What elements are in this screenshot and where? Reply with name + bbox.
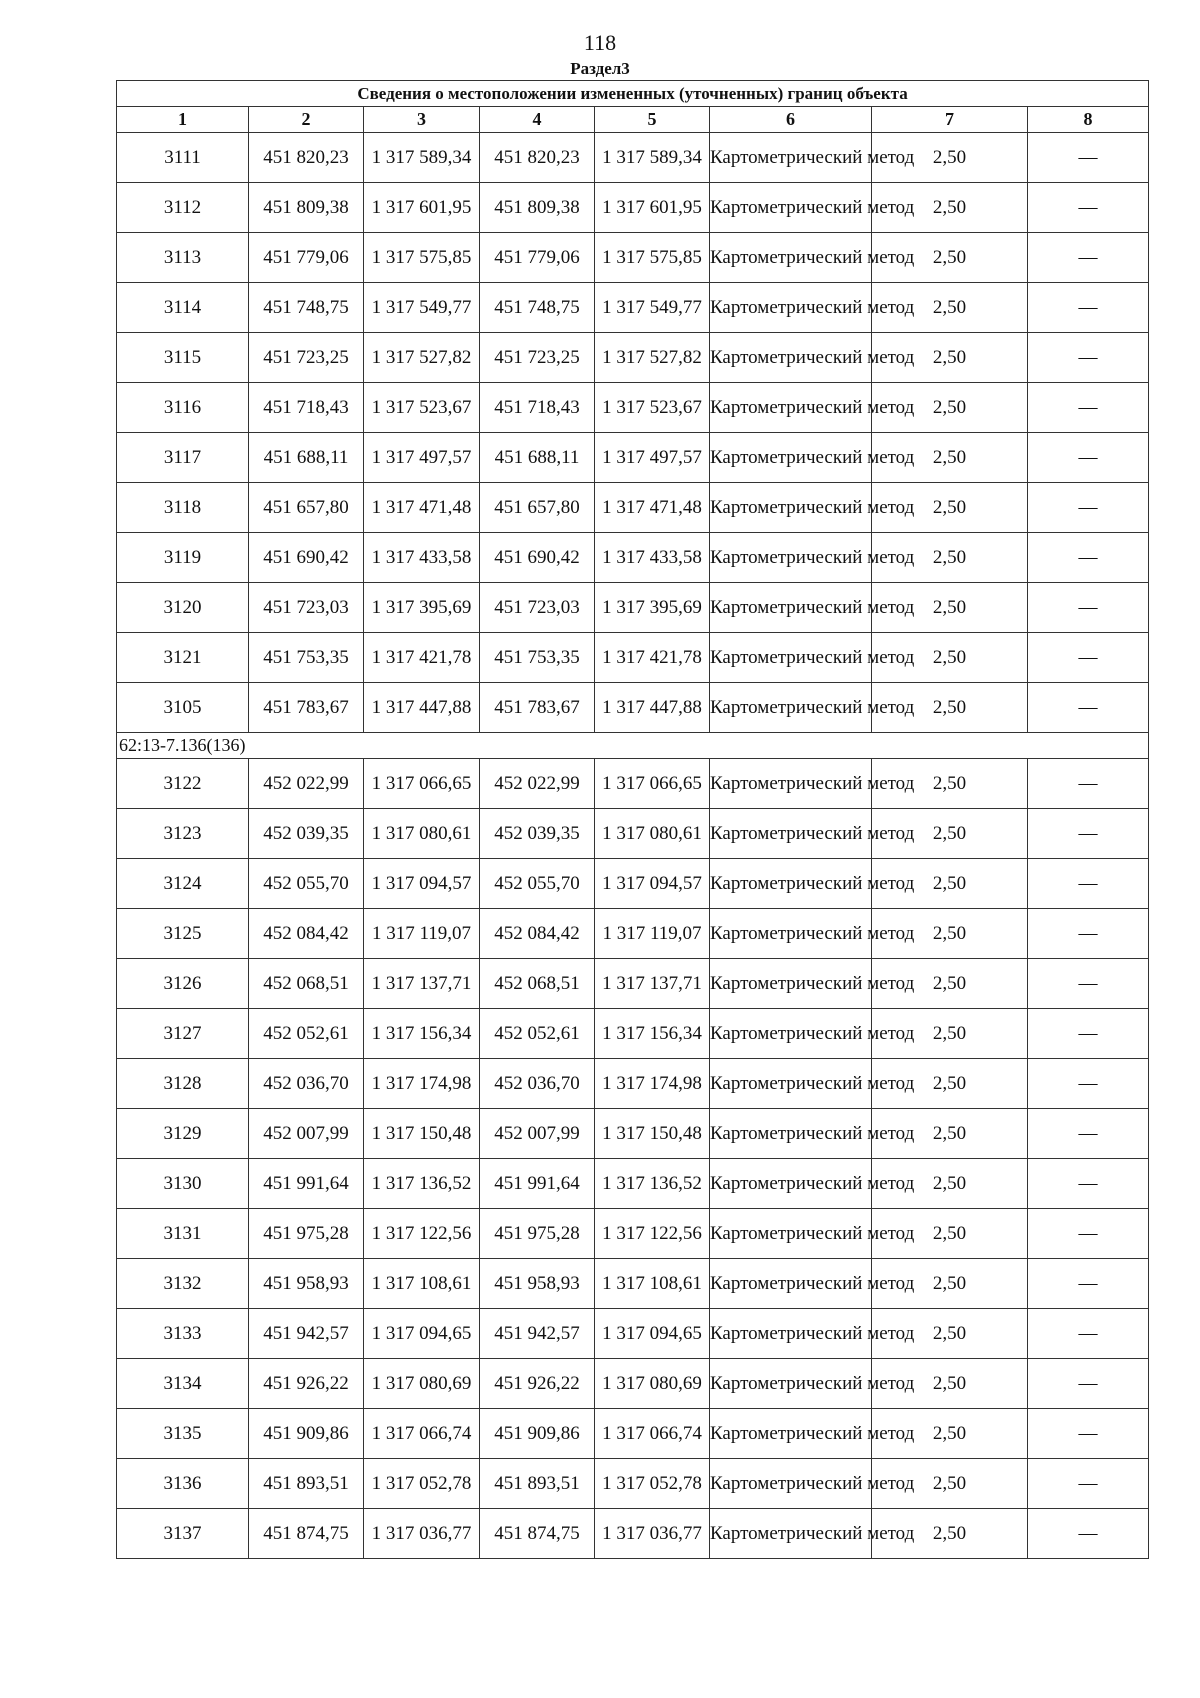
description-cell: —	[1028, 633, 1149, 683]
new-y-cell: 1 317 421,78	[595, 633, 710, 683]
method-cell: Картометрический метод	[710, 483, 872, 533]
existing-y-cell: 1 317 080,61	[364, 809, 480, 859]
existing-y-cell: 1 317 066,65	[364, 759, 480, 809]
new-x-cell: 452 068,51	[480, 959, 595, 1009]
description-cell: —	[1028, 1509, 1149, 1559]
new-y-cell: 1 317 052,78	[595, 1459, 710, 1509]
table-row	[117, 633, 1149, 683]
existing-y-cell: 1 317 066,74	[364, 1409, 480, 1459]
description-cell: —	[1028, 1209, 1149, 1259]
table-row	[117, 583, 1149, 633]
existing-y-cell: 1 317 421,78	[364, 633, 480, 683]
precision-cell: 2,50	[872, 759, 1028, 809]
new-y-cell: 1 317 119,07	[595, 909, 710, 959]
column-number-cell: 2	[249, 107, 364, 133]
precision-cell: 2,50	[872, 909, 1028, 959]
point-number-cell: 3127	[117, 1009, 249, 1059]
method-cell: Картометрический метод	[710, 1309, 872, 1359]
point-number-cell: 3118	[117, 483, 249, 533]
method-cell: Картометрический метод	[710, 133, 872, 183]
existing-x-cell: 452 022,99	[249, 759, 364, 809]
table-row	[117, 1259, 1149, 1309]
description-cell: —	[1028, 683, 1149, 733]
description-cell: —	[1028, 1159, 1149, 1209]
table-row	[117, 1459, 1149, 1509]
point-number-cell: 3134	[117, 1359, 249, 1409]
precision-cell: 2,50	[872, 1159, 1028, 1209]
new-y-cell: 1 317 174,98	[595, 1059, 710, 1109]
new-x-cell: 452 039,35	[480, 809, 595, 859]
point-number-cell: 3137	[117, 1509, 249, 1559]
description-cell: —	[1028, 909, 1149, 959]
table-row	[117, 683, 1149, 733]
new-x-cell: 451 748,75	[480, 283, 595, 333]
new-x-cell: 451 942,57	[480, 1309, 595, 1359]
existing-y-cell: 1 317 108,61	[364, 1259, 480, 1309]
method-cell: Картометрический метод	[710, 1159, 872, 1209]
point-number-cell: 3131	[117, 1209, 249, 1259]
existing-x-cell: 451 909,86	[249, 1409, 364, 1459]
point-number-cell: 3121	[117, 633, 249, 683]
point-number-cell: 3130	[117, 1159, 249, 1209]
table-row	[117, 533, 1149, 583]
precision-cell: 2,50	[872, 233, 1028, 283]
column-number-cell: 8	[1028, 107, 1149, 133]
point-number-cell: 3136	[117, 1459, 249, 1509]
table-row	[117, 333, 1149, 383]
precision-cell: 2,50	[872, 1109, 1028, 1159]
table-row	[117, 1159, 1149, 1209]
new-y-cell: 1 317 150,48	[595, 1109, 710, 1159]
point-number-cell: 3126	[117, 959, 249, 1009]
table-row	[117, 433, 1149, 483]
method-cell: Картометрический метод	[710, 433, 872, 483]
point-number-cell: 3129	[117, 1109, 249, 1159]
table-row	[117, 1209, 1149, 1259]
precision-cell: 2,50	[872, 1309, 1028, 1359]
point-number-cell: 3117	[117, 433, 249, 483]
point-number-cell: 3105	[117, 683, 249, 733]
existing-x-cell: 451 975,28	[249, 1209, 364, 1259]
point-number-cell: 3120	[117, 583, 249, 633]
precision-cell: 2,50	[872, 483, 1028, 533]
description-cell: —	[1028, 1309, 1149, 1359]
description-cell: —	[1028, 433, 1149, 483]
description-cell: —	[1028, 483, 1149, 533]
method-cell: Картометрический метод	[710, 183, 872, 233]
existing-y-cell: 1 317 150,48	[364, 1109, 480, 1159]
method-cell: Картометрический метод	[710, 1359, 872, 1409]
point-number-cell: 3128	[117, 1059, 249, 1109]
table-row	[117, 859, 1149, 909]
new-x-cell: 451 690,42	[480, 533, 595, 583]
new-x-cell: 452 036,70	[480, 1059, 595, 1109]
table-row	[117, 133, 1149, 183]
description-cell: —	[1028, 1259, 1149, 1309]
description-cell: —	[1028, 583, 1149, 633]
existing-y-cell: 1 317 094,65	[364, 1309, 480, 1359]
description-cell: —	[1028, 959, 1149, 1009]
existing-y-cell: 1 317 527,82	[364, 333, 480, 383]
point-number-cell: 3112	[117, 183, 249, 233]
new-y-cell: 1 317 094,65	[595, 1309, 710, 1359]
new-y-cell: 1 317 527,82	[595, 333, 710, 383]
new-y-cell: 1 317 066,65	[595, 759, 710, 809]
new-x-cell: 451 809,38	[480, 183, 595, 233]
new-x-cell: 452 055,70	[480, 859, 595, 909]
existing-y-cell: 1 317 575,85	[364, 233, 480, 283]
column-number-cell: 3	[364, 107, 480, 133]
precision-cell: 2,50	[872, 1409, 1028, 1459]
point-number-cell: 3116	[117, 383, 249, 433]
existing-y-cell: 1 317 174,98	[364, 1059, 480, 1109]
precision-cell: 2,50	[872, 1209, 1028, 1259]
table-row	[117, 1409, 1149, 1459]
new-x-cell: 451 893,51	[480, 1459, 595, 1509]
description-cell: —	[1028, 809, 1149, 859]
section-title: Раздел3	[570, 59, 630, 78]
point-number-cell: 3132	[117, 1259, 249, 1309]
precision-cell: 2,50	[872, 1359, 1028, 1409]
description-cell: —	[1028, 333, 1149, 383]
new-x-cell: 451 688,11	[480, 433, 595, 483]
new-y-cell: 1 317 523,67	[595, 383, 710, 433]
column-number-cell: 7	[872, 107, 1028, 133]
point-number-cell: 3133	[117, 1309, 249, 1359]
table-row	[117, 233, 1149, 283]
existing-y-cell: 1 317 589,34	[364, 133, 480, 183]
new-y-cell: 1 317 447,88	[595, 683, 710, 733]
table-row	[117, 183, 1149, 233]
new-y-cell: 1 317 575,85	[595, 233, 710, 283]
existing-x-cell: 451 718,43	[249, 383, 364, 433]
existing-x-cell: 451 874,75	[249, 1509, 364, 1559]
existing-x-cell: 451 779,06	[249, 233, 364, 283]
existing-x-cell: 451 748,75	[249, 283, 364, 333]
method-cell: Картометрический метод	[710, 1459, 872, 1509]
new-x-cell: 451 779,06	[480, 233, 595, 283]
new-y-cell: 1 317 080,61	[595, 809, 710, 859]
existing-x-cell: 452 052,61	[249, 1009, 364, 1059]
new-x-cell: 451 657,80	[480, 483, 595, 533]
table-row	[117, 909, 1149, 959]
new-y-cell: 1 317 589,34	[595, 133, 710, 183]
new-x-cell: 451 723,03	[480, 583, 595, 633]
description-cell: —	[1028, 1009, 1149, 1059]
existing-y-cell: 1 317 549,77	[364, 283, 480, 333]
description-cell: —	[1028, 1059, 1149, 1109]
precision-cell: 2,50	[872, 333, 1028, 383]
table-row	[117, 1509, 1149, 1559]
existing-x-cell: 451 820,23	[249, 133, 364, 183]
existing-y-cell: 1 317 497,57	[364, 433, 480, 483]
new-x-cell: 452 022,99	[480, 759, 595, 809]
new-y-cell: 1 317 549,77	[595, 283, 710, 333]
new-y-cell: 1 317 433,58	[595, 533, 710, 583]
point-number-cell: 3124	[117, 859, 249, 909]
method-cell: Картометрический метод	[710, 1209, 872, 1259]
existing-x-cell: 451 991,64	[249, 1159, 364, 1209]
new-x-cell: 451 926,22	[480, 1359, 595, 1409]
new-y-cell: 1 317 137,71	[595, 959, 710, 1009]
existing-x-cell: 452 007,99	[249, 1109, 364, 1159]
table-row	[117, 1359, 1149, 1409]
precision-cell: 2,50	[872, 1459, 1028, 1509]
existing-y-cell: 1 317 137,71	[364, 959, 480, 1009]
new-y-cell: 1 317 497,57	[595, 433, 710, 483]
description-cell: —	[1028, 1459, 1149, 1509]
table-row	[117, 1109, 1149, 1159]
existing-y-cell: 1 317 395,69	[364, 583, 480, 633]
precision-cell: 2,50	[872, 859, 1028, 909]
existing-x-cell: 451 688,11	[249, 433, 364, 483]
table-caption-row	[117, 81, 1149, 107]
method-cell: Картометрический метод	[710, 809, 872, 859]
method-cell: Картометрический метод	[710, 859, 872, 909]
description-cell: —	[1028, 233, 1149, 283]
existing-x-cell: 452 039,35	[249, 809, 364, 859]
method-cell: Картометрический метод	[710, 533, 872, 583]
existing-x-cell: 451 926,22	[249, 1359, 364, 1409]
existing-x-cell: 451 723,03	[249, 583, 364, 633]
method-cell: Картометрический метод	[710, 1509, 872, 1559]
description-cell: —	[1028, 1409, 1149, 1459]
new-y-cell: 1 317 136,52	[595, 1159, 710, 1209]
new-x-cell: 452 007,99	[480, 1109, 595, 1159]
new-x-cell: 452 084,42	[480, 909, 595, 959]
new-y-cell: 1 317 122,56	[595, 1209, 710, 1259]
method-cell: Картометрический метод	[710, 1409, 872, 1459]
existing-y-cell: 1 317 447,88	[364, 683, 480, 733]
table-row	[117, 1309, 1149, 1359]
method-cell: Картометрический метод	[710, 633, 872, 683]
precision-cell: 2,50	[872, 1059, 1028, 1109]
new-y-cell: 1 317 066,74	[595, 1409, 710, 1459]
new-x-cell: 451 874,75	[480, 1509, 595, 1559]
precision-cell: 2,50	[872, 1009, 1028, 1059]
method-cell: Картометрический метод	[710, 283, 872, 333]
point-number-cell: 3113	[117, 233, 249, 283]
point-number-cell: 3119	[117, 533, 249, 583]
point-number-cell: 3115	[117, 333, 249, 383]
description-cell: —	[1028, 533, 1149, 583]
existing-x-cell: 451 942,57	[249, 1309, 364, 1359]
table-row	[117, 483, 1149, 533]
new-y-cell: 1 317 471,48	[595, 483, 710, 533]
existing-x-cell: 451 690,42	[249, 533, 364, 583]
new-x-cell: 451 753,35	[480, 633, 595, 683]
existing-y-cell: 1 317 471,48	[364, 483, 480, 533]
method-cell: Картометрический метод	[710, 333, 872, 383]
table-row	[117, 383, 1149, 433]
description-cell: —	[1028, 1359, 1149, 1409]
existing-x-cell: 451 783,67	[249, 683, 364, 733]
point-number-cell: 3114	[117, 283, 249, 333]
table-row	[117, 1009, 1149, 1059]
description-cell: —	[1028, 383, 1149, 433]
existing-y-cell: 1 317 523,67	[364, 383, 480, 433]
description-cell: —	[1028, 183, 1149, 233]
table-row	[117, 959, 1149, 1009]
existing-y-cell: 1 317 433,58	[364, 533, 480, 583]
method-cell: Картометрический метод	[710, 233, 872, 283]
group-header-row	[117, 733, 1149, 759]
method-cell: Картометрический метод	[710, 683, 872, 733]
method-cell: Картометрический метод	[710, 909, 872, 959]
description-cell: —	[1028, 859, 1149, 909]
new-x-cell: 451 958,93	[480, 1259, 595, 1309]
table-caption: Сведения о местоположении измененных (уточненных) границ объекта	[117, 81, 1149, 107]
point-number-cell: 3111	[117, 133, 249, 183]
point-number-cell: 3122	[117, 759, 249, 809]
precision-cell: 2,50	[872, 583, 1028, 633]
method-cell: Картометрический метод	[710, 1109, 872, 1159]
existing-y-cell: 1 317 052,78	[364, 1459, 480, 1509]
description-cell: —	[1028, 133, 1149, 183]
table-row	[117, 1059, 1149, 1109]
existing-x-cell: 451 723,25	[249, 333, 364, 383]
precision-cell: 2,50	[872, 133, 1028, 183]
column-number-cell: 1	[117, 107, 249, 133]
table-row	[117, 809, 1149, 859]
description-cell: —	[1028, 1109, 1149, 1159]
boundary-coordinates-table	[116, 80, 1149, 1559]
description-cell: —	[1028, 283, 1149, 333]
new-x-cell: 451 909,86	[480, 1409, 595, 1459]
new-y-cell: 1 317 156,34	[595, 1009, 710, 1059]
new-x-cell: 451 718,43	[480, 383, 595, 433]
new-y-cell: 1 317 601,95	[595, 183, 710, 233]
point-number-cell: 3125	[117, 909, 249, 959]
new-y-cell: 1 317 036,77	[595, 1509, 710, 1559]
precision-cell: 2,50	[872, 283, 1028, 333]
existing-y-cell: 1 317 156,34	[364, 1009, 480, 1059]
new-y-cell: 1 317 108,61	[595, 1259, 710, 1309]
column-number-row	[117, 107, 1149, 133]
new-x-cell: 451 991,64	[480, 1159, 595, 1209]
new-x-cell: 451 820,23	[480, 133, 595, 183]
method-cell: Картометрический метод	[710, 583, 872, 633]
existing-y-cell: 1 317 080,69	[364, 1359, 480, 1409]
method-cell: Картометрический метод	[710, 1059, 872, 1109]
existing-y-cell: 1 317 136,52	[364, 1159, 480, 1209]
new-x-cell: 451 783,67	[480, 683, 595, 733]
method-cell: Картометрический метод	[710, 1259, 872, 1309]
column-number-cell: 5	[595, 107, 710, 133]
method-cell: Картометрический метод	[710, 759, 872, 809]
existing-y-cell: 1 317 122,56	[364, 1209, 480, 1259]
page-number: 118	[583, 30, 617, 55]
column-number-cell: 6	[710, 107, 872, 133]
new-x-cell: 451 723,25	[480, 333, 595, 383]
precision-cell: 2,50	[872, 633, 1028, 683]
existing-y-cell: 1 317 036,77	[364, 1509, 480, 1559]
column-number-cell: 4	[480, 107, 595, 133]
new-x-cell: 452 052,61	[480, 1009, 595, 1059]
precision-cell: 2,50	[872, 959, 1028, 1009]
point-number-cell: 3135	[117, 1409, 249, 1459]
new-y-cell: 1 317 080,69	[595, 1359, 710, 1409]
existing-x-cell: 452 055,70	[249, 859, 364, 909]
precision-cell: 2,50	[872, 809, 1028, 859]
existing-y-cell: 1 317 119,07	[364, 909, 480, 959]
table-row	[117, 283, 1149, 333]
existing-x-cell: 452 068,51	[249, 959, 364, 1009]
point-number-cell: 3123	[117, 809, 249, 859]
existing-y-cell: 1 317 094,57	[364, 859, 480, 909]
new-y-cell: 1 317 395,69	[595, 583, 710, 633]
precision-cell: 2,50	[872, 1259, 1028, 1309]
table-body	[117, 81, 1149, 1559]
existing-x-cell: 452 084,42	[249, 909, 364, 959]
method-cell: Картометрический метод	[710, 1009, 872, 1059]
precision-cell: 2,50	[872, 1509, 1028, 1559]
precision-cell: 2,50	[872, 383, 1028, 433]
existing-x-cell: 451 809,38	[249, 183, 364, 233]
new-x-cell: 451 975,28	[480, 1209, 595, 1259]
existing-x-cell: 451 958,93	[249, 1259, 364, 1309]
new-y-cell: 1 317 094,57	[595, 859, 710, 909]
existing-x-cell: 451 893,51	[249, 1459, 364, 1509]
precision-cell: 2,50	[872, 183, 1028, 233]
existing-x-cell: 452 036,70	[249, 1059, 364, 1109]
existing-x-cell: 451 753,35	[249, 633, 364, 683]
table-row	[117, 759, 1149, 809]
method-cell: Картометрический метод	[710, 959, 872, 1009]
existing-y-cell: 1 317 601,95	[364, 183, 480, 233]
precision-cell: 2,50	[872, 683, 1028, 733]
group-label: 62:13-7.136(136)	[117, 733, 1149, 759]
method-cell: Картометрический метод	[710, 383, 872, 433]
existing-x-cell: 451 657,80	[249, 483, 364, 533]
description-cell: —	[1028, 759, 1149, 809]
precision-cell: 2,50	[872, 433, 1028, 483]
precision-cell: 2,50	[872, 533, 1028, 583]
